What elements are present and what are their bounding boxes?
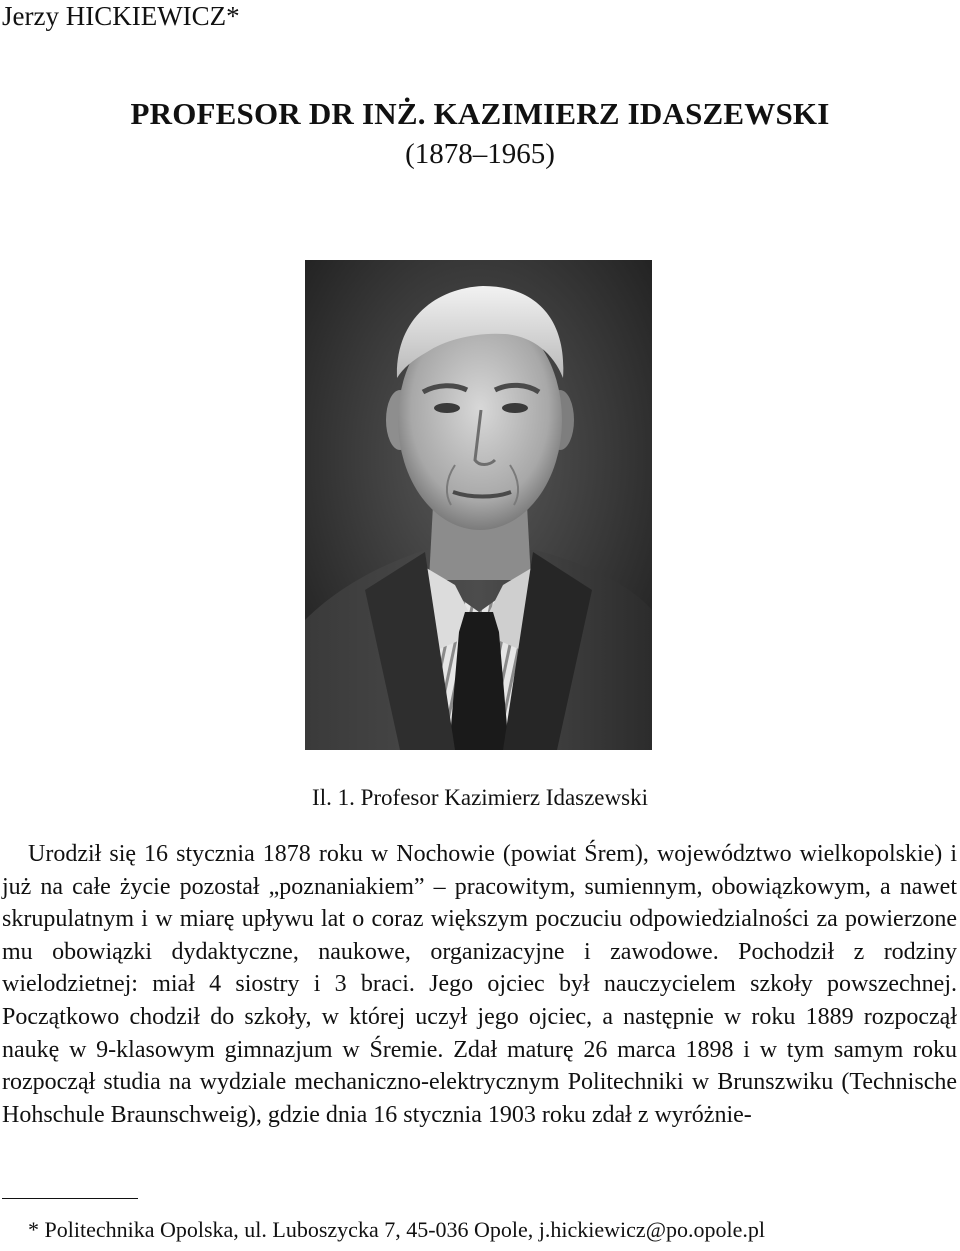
- footnote-separator: [2, 1198, 138, 1199]
- portrait-photo-drawing: [305, 260, 652, 750]
- article-title: PROFESOR DR INŻ. KAZIMIERZ IDASZEWSKI: [130, 96, 830, 131]
- footnote: * Politechnika Opolska, ul. Luboszycka 7, 45-036 Opole, j.hickiewicz@po.opole.pl: [28, 1217, 765, 1242]
- author-name: Jerzy HICKIEWICZ*: [2, 1, 240, 31]
- body-paragraph: Urodził się 16 stycznia 1878 roku w Nochowie (powiat Śrem), województwo wielkopolskie) i już na całe życie pozostał „poznaniakiem” – pracowitym, sumiennym, obowiązkowym, a nawet skrupulatnym i w miarę upływu lat o coraz większym poczuciu odpowiedzialności za powierzone mu obowiązki dydaktyczne, naukowe, organizacyjne i zawodowe. Pochodził z rodziny wielodzietnej: miał 4 siostry i 3 braci. Jego ojciec był nauczycielem szkoły powszechnej. Początkowo chodził do szkoły, w której uczył jego ojciec, a następnie w roku 1889 rozpoczął naukę w 9-klasowym gimnazjum w Śremie. Zdał maturę 26 marca 1898 i w tym samym roku rozpoczął studia na wydziale mechaniczno-elektrycznym Politechniki w Brunszwiku (Technische Hohschule Braunschweig), gdzie dnia 16 stycznia 1903 roku zdał z wyróżnie-: [2, 841, 957, 1128]
- article-dates: (1878–1965): [405, 138, 555, 170]
- portrait-photo: [305, 260, 652, 750]
- figure-caption: Il. 1. Profesor Kazimierz Idaszewski: [312, 785, 648, 810]
